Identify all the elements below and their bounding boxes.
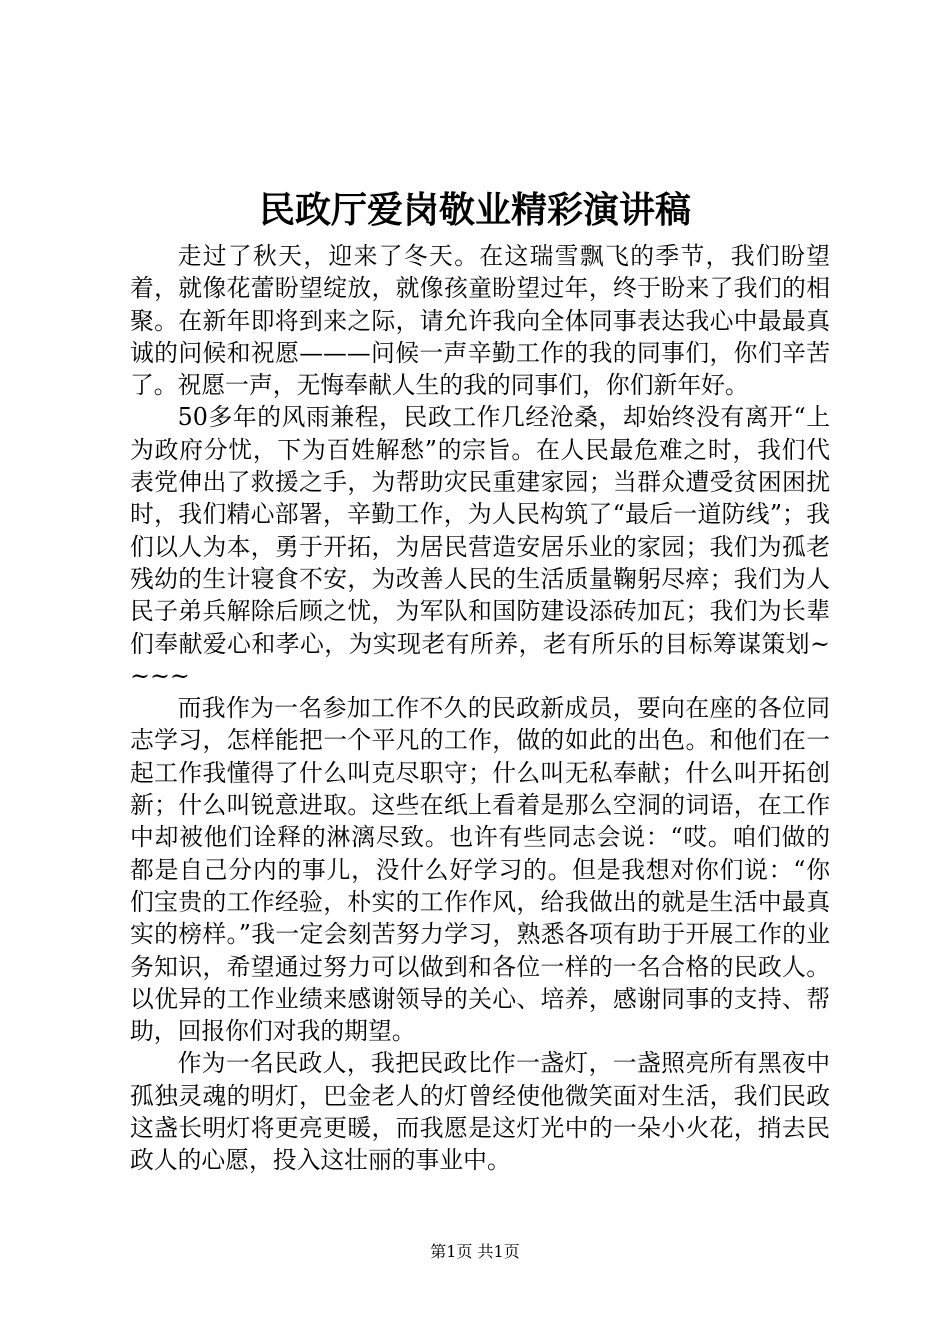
paragraph-learning: 而我作为一名参加工作不久的民政新成员，要向在座的各位同志学习，怎样能把一个平凡的工作，做的如此的出色。和他们在一起工作我懂得了什么叫克尽职守；什么叫无私奉献；什么叫开拓创新；什么叫锐意进取。这些在纸上看着是那么空洞的词语，在工作中却被他们诠释的淋漓尽致。也许有些同志会说：“哎。咱们做的都是自己分内的事儿，没什么好学习的。但是我想对你们说：“你们宝贵的工作经验，朴实的工作作风，给我做出的就是生活中最真实的榜样。”我一定会刻苦努力学习，熟悉各项有助于开展工作的业务知识，希望通过努力可以做到和各位一样的一名合格的民政人。以优异的工作业绩来感谢领导的关心、培养，感谢同事的支持、帮助，回报你们对我的期望。 — [130, 694, 830, 1046]
speech-body — [130, 240, 830, 1177]
paragraph-closing: 作为一名民政人，我把民政比作一盏灯，一盏照亮所有黑夜中孤独灵魂的明灯，巴金老人的灯曾经使他微笑面对生活，我们民政这盏长明灯将更亮更暖，而我愿是这灯光中的一朵小火花，捎去民政人的心愿，投入这壮丽的事业中。 — [130, 1049, 830, 1175]
page-title: 民政厅爱岗敬业精彩演讲稿 — [258, 189, 691, 231]
paragraph-greeting: 走过了秋天，迎来了冬天。在这瑞雪飘飞的季节，我们盼望着，就像花蕾盼望绽放，就像孩童盼望过年，终于盼来了我们的相聚。在新年即将到来之际，请允许我向全体同事表达我心中最最真诚的问候和祝愿———问候一声辛勤工作的我的同事们，你们辛苦了。祝愿一声，无悔奉献人生的我的同事们，你们新年好。 — [130, 242, 830, 400]
paragraph-history: 50多年的风雨兼程，民政工作几经沧桑，却始终没有离开“上为政府分忧，下为百姓解愁”的宗旨。在人民最危难之时，我们代表党伸出了救援之手，为帮助灾民重建家园；当群众遭受贫困困扰时，我们精心部署，辛勤工作，为人民构筑了“最后一道防线”；我们以人为本，勇于开拓，为居民营造安居乐业的家园；我们为孤老残幼的生计寝食不安，为改善人民的生活质量鞠躬尽瘁；我们为人民子弟兵解除后顾之忧，为军队和国防建设添砖加瓦；我们为长辈们奉献爱心和孝心，为实现老有所养，老有所乐的目标筹谋策划~~~~ — [130, 403, 830, 690]
page-number-footer: 第1页 共1页 — [430, 1242, 520, 1261]
